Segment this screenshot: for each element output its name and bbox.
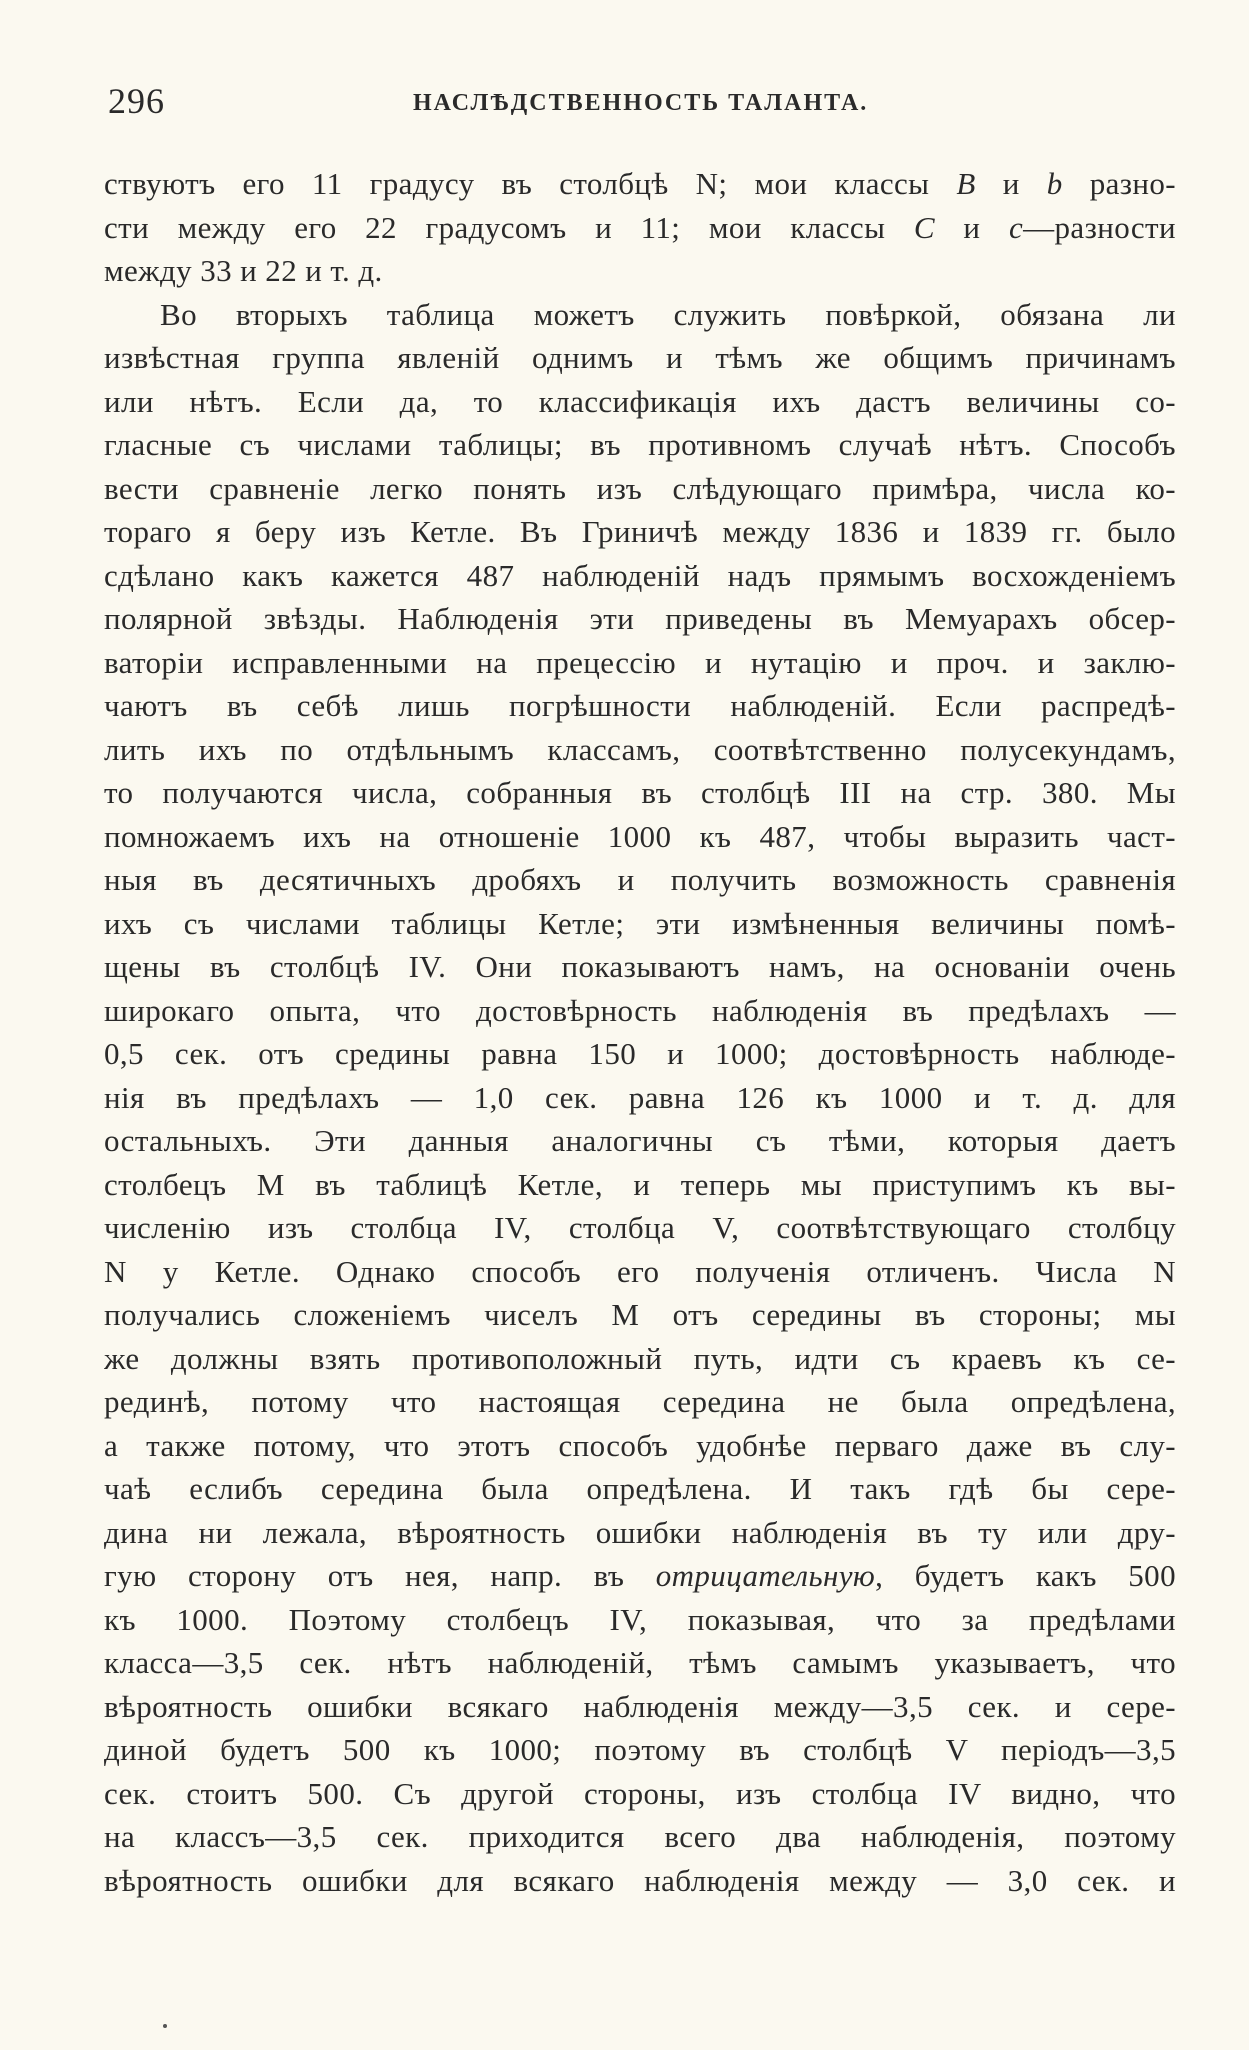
text-line: сек. стоитъ 500. Съ другой стороны, изъ столбца IV видно, что [104,1775,1176,1811]
paragraph-first-line: Во вторыхъ таблица можетъ служить повѣркой, обязана ли [160,296,1176,332]
text-line: полярной звѣзды. Наблюденія эти приведены въ Мемуарахъ обсер- [104,601,1176,636]
text-line: ствуютъ его 11 градусу въ столбцѣ N; мои классы B и b разно- [104,166,1176,201]
text-line: 0,5 сек. отъ средины равна 150 и 1000; достовѣрность наблюде- [104,1036,1176,1071]
text-line: получались сложеніемъ чиселъ M отъ середины въ стороны; мы [104,1297,1176,1332]
text-line: чаѣ еслибъ середина была опредѣлена. И такъ гдѣ бы сере- [104,1471,1176,1506]
page-header [108,80,1178,130]
text-line: щены въ столбцѣ IV. Они показываютъ намъ, на основаніи очень [104,949,1176,984]
text-line: а также потому, что этотъ способъ удобнѣе перваго даже въ слу- [104,1427,1176,1463]
text-line: класса—3,5 сек. нѣтъ наблюденій, тѣмъ самымъ указываетъ, что [104,1645,1176,1680]
text-line: сдѣлано какъ кажется 487 наблюденій надъ прямымъ восхожденіемъ [104,557,1176,593]
text-line: извѣстная группа явленій однимъ и тѣмъ же общимъ причинамъ [104,340,1176,375]
text-line: на классъ—3,5 сек. приходится всего два наблюденія, поэтому [104,1819,1176,1854]
text-line: помножаемъ ихъ на отношеніе 1000 къ 487, чтобы выразить част- [104,818,1176,854]
text-line: численію изъ столбца IV, столбца V, соотвѣтствующаго столбцу [104,1210,1176,1245]
text-line: между 33 и 22 и т. д. [104,253,383,288]
text-line: гую сторону отъ нея, напр. въ отрицательную, будетъ какъ 500 [104,1558,1176,1593]
text-line: тораго я беру изъ Кетле. Въ Гриничѣ между 1836 и 1839 гг. было [104,514,1176,549]
body-text [104,162,1176,1902]
ink-speck [163,2024,167,2028]
text-line: чаютъ въ себѣ лишь погрѣшности наблюденій. Если распредѣ- [104,688,1176,723]
running-title: НАСЛѢДСТВЕННОСТЬ ТАЛАНТА. [413,90,869,116]
text-line: гласные съ числами таблицы; въ противномъ случаѣ нѣтъ. Способъ [104,427,1176,462]
text-line: вѣроятность ошибки всякаго наблюденія между—3,5 сек. и сере- [104,1688,1176,1724]
text-line: къ 1000. Поэтому столбецъ IV, показывая, что за предѣлами [104,1601,1176,1637]
text-line: нія въ предѣлахъ — 1,0 сек. равна 126 къ 1000 и т. д. для [104,1079,1176,1115]
text-line: ваторіи исправленными на прецессію и нутацію и проч. и заклю- [104,644,1176,680]
text-line: столбецъ M въ таблицѣ Кетле, и теперь мы приступимъ къ вы- [104,1166,1176,1202]
text-line: широкаго опыта, что достовѣрность наблюденія въ предѣлахъ — [104,992,1176,1028]
text-line: ихъ съ числами таблицы Кетле; эти измѣненныя величины помѣ- [104,905,1176,941]
text-line: рединѣ, потому что настоящая середина не была опредѣлена, [104,1384,1176,1419]
text-line: N у Кетле. Однако способъ его полученія отличенъ. Числа N [104,1253,1176,1289]
text-line: сти между его 22 градусомъ и 11; мои классы C и c—разности [104,209,1176,245]
text-line: лить ихъ по отдѣльнымъ классамъ, соотвѣтственно полусекундамъ, [104,731,1176,767]
emphasis: отрицательную [655,1558,876,1593]
text-line: вѣроятность ошибки для всякаго наблюденія между — 3,0 сек. и [104,1862,1176,1898]
text-line: вести сравненіе легко понять изъ слѣдующаго примѣра, числа ко- [104,470,1176,506]
text-line: остальныхъ. Эти данныя аналогичны съ тѣми, которыя даетъ [104,1123,1176,1158]
text-line: или нѣтъ. Если да, то классификація ихъ дастъ величины со- [104,383,1176,419]
text-line: диной будетъ 500 къ 1000; поэтому въ столбцѣ V періодъ—3,5 [104,1732,1176,1767]
text-line: то получаются числа, собранныя въ столбцѣ III на стр. 380. Мы [104,775,1176,810]
page-number: 296 [108,81,165,121]
text-line: дина ни лежала, вѣроятность ошибки наблюденія въ ту или дру- [104,1514,1176,1550]
text-line: же должны взять противоположный путь, идти съ краевъ къ се- [104,1340,1176,1376]
text-line: ныя въ десятичныхъ дробяхъ и получить возможность сравненія [104,862,1176,897]
